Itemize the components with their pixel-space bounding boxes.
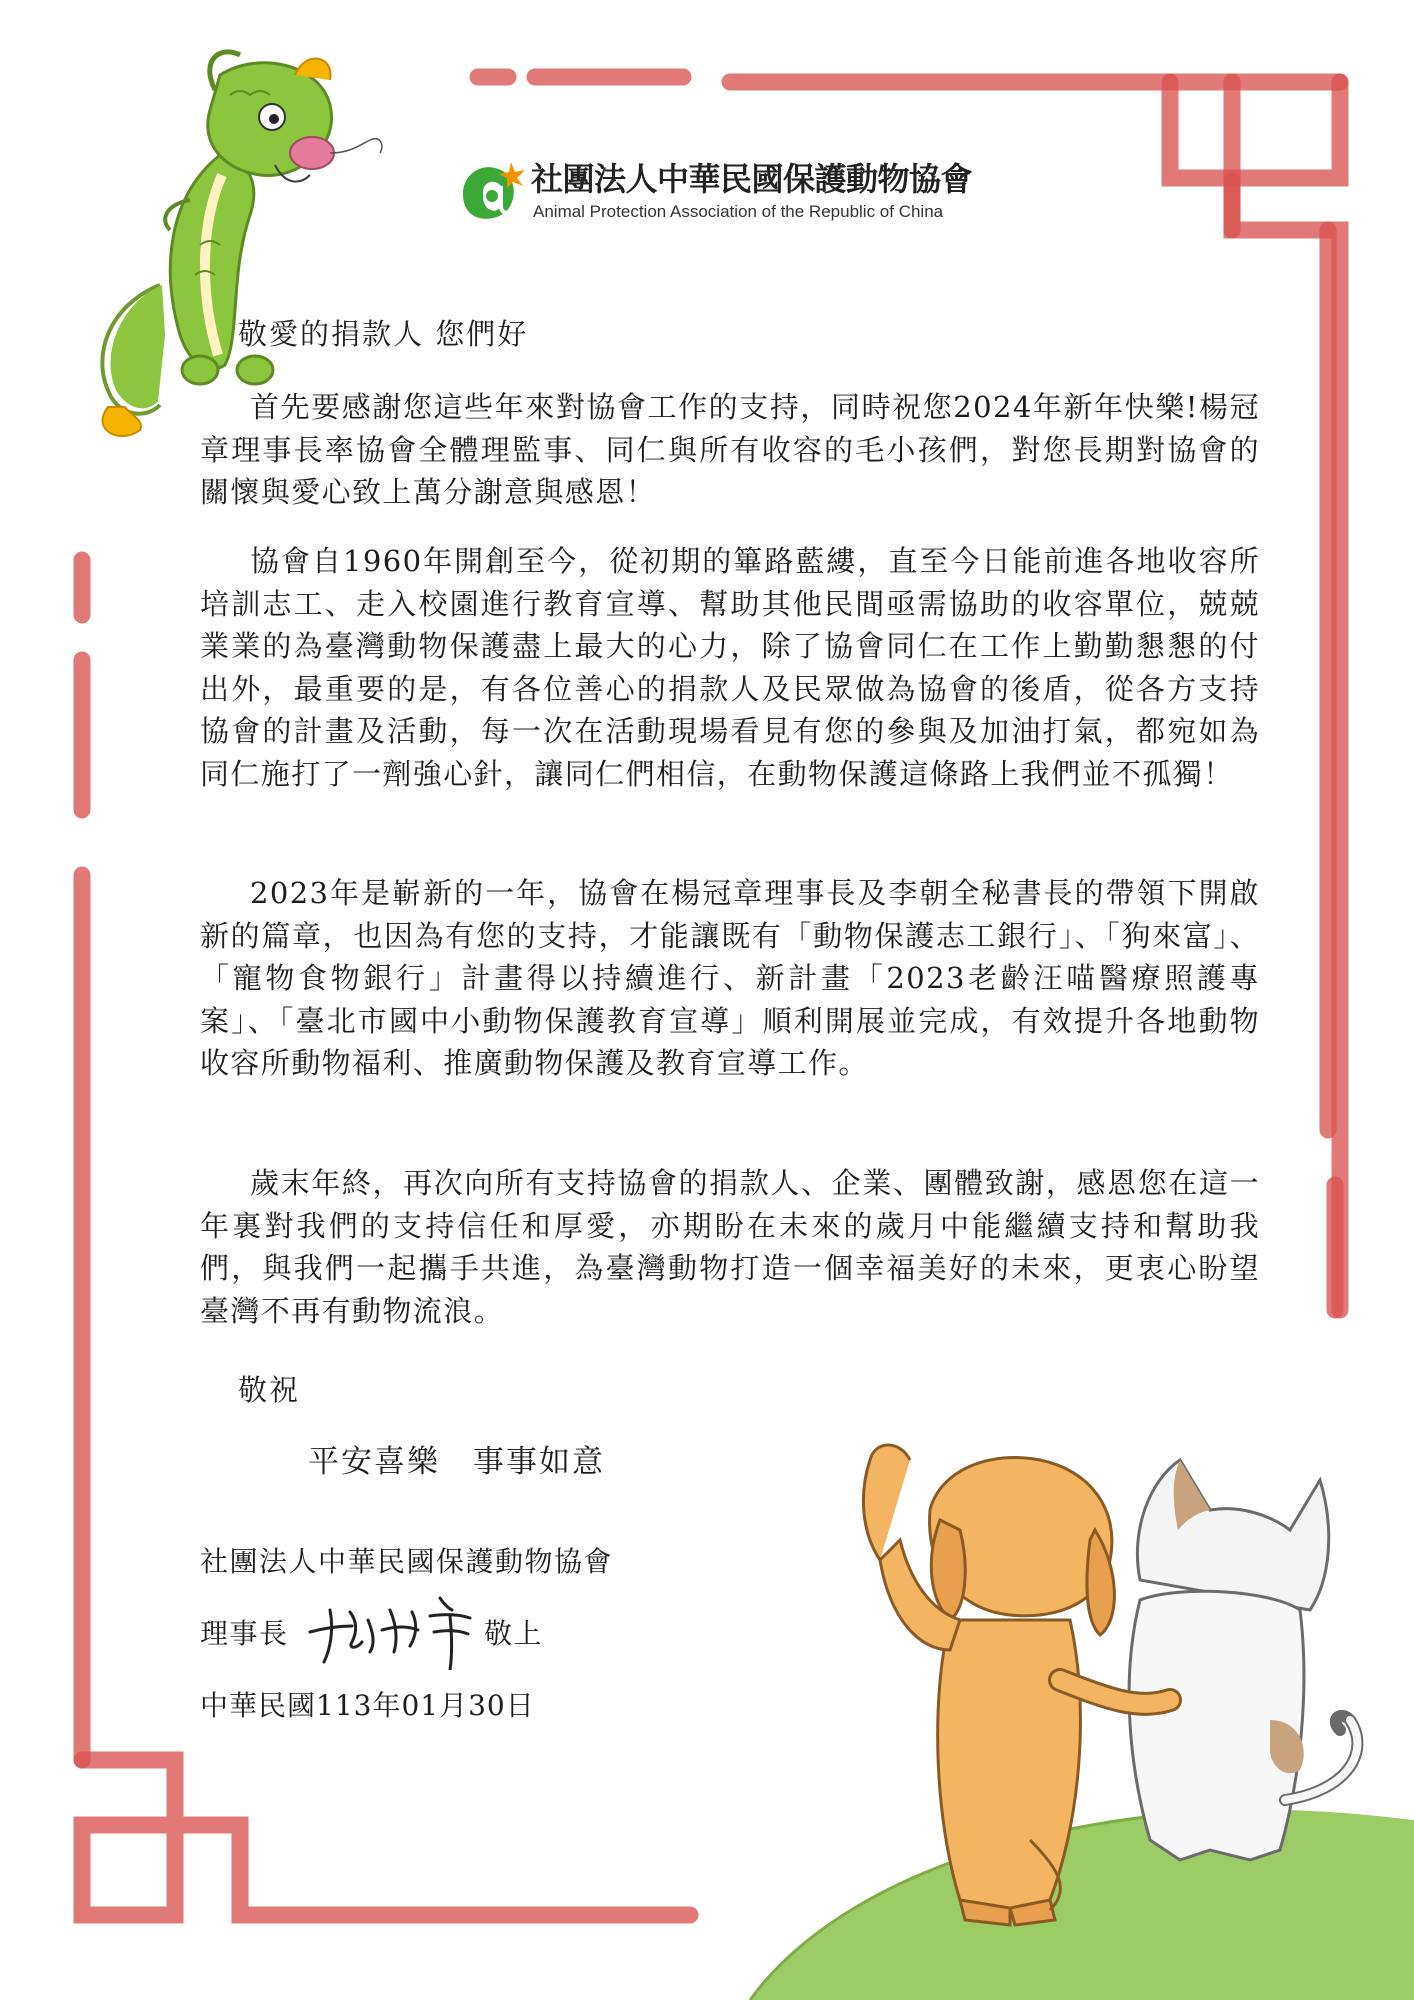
organization-logo	[455, 152, 1015, 232]
logo-org-name-en: Animal Protection Association of the Republic of China	[533, 202, 944, 221]
letter-paragraph-3: 2023年是嶄新的一年，協會在楊冠章理事長及李朝全秘書長的帶領下開啟新的篇章，也因為有您的支持，才能讓既有「動物保護志工銀行」、「狗來富」、「寵物食物銀行」計畫得以持續進行、新計畫「2023老齡汪喵醫療照護專案」、「臺北市國中小動物保護教育宣導」順利開展並完成，有效提升各地動物收容所動物福利、推廣動物保護及教育宣導工作。	[200, 876, 1260, 1080]
chairman-title: 理事長	[200, 1617, 289, 1650]
dog-and-cat-illustration	[710, 1420, 1414, 2000]
letter-paragraph-4: 歲末年終，再次向所有支持協會的捐款人、企業、團體致謝，感恩您在這一年裏對我們的支持信任和厚愛，亦期盼在未來的歲月中能繼續支持和幫助我們，與我們一起攜手共進，為臺灣動物打造一個幸福美好的未來，更衷心盼望臺灣不再有動物流浪。	[200, 1166, 1260, 1328]
signoff-respect: 敬上	[484, 1617, 544, 1650]
dragon-illustration	[50, 35, 390, 445]
letter-date: 中華民國113年01月30日	[200, 1689, 535, 1722]
letter-paragraph-2: 協會自1960年開創至今，從初期的篳路藍縷，直至今日能前進各地收容所培訓志工、走入校園進行教育宣導、幫助其他民間亟需協助的收容單位，兢兢業業的為臺灣動物保護盡上最大的心力，除了協會同仁在工作上勤勤懇懇的付出外，最重要的是，有各位善心的捐款人及民眾做為協會的後盾，從各方支持協會的計畫及活動，每一次在活動現場看見有您的參與及加油打氣，都宛如為同仁施打了一劑強心針，讓同仁們相信，在動物保護這條路上我們並不孤獨！	[200, 544, 1260, 791]
letter-greeting: 敬愛的捐款人 您們好	[238, 317, 529, 351]
closing-salutation: 敬祝	[238, 1373, 301, 1407]
logo-org-name-zh: 社團法人中華民國保護動物協會	[531, 160, 973, 198]
closing-wishes: 平安喜樂 事事如意	[308, 1444, 605, 1480]
signoff-organization: 社團法人中華民國保護動物協會	[200, 1545, 614, 1578]
signature-image	[300, 1590, 490, 1670]
letter-paragraph-1: 首先要感謝您這些年來對協會工作的支持，同時祝您2024年新年快樂!楊冠章理事長率協會全體理監事、同仁與所有收容的毛小孩們，對您長期對協會的關懷與愛心致上萬分謝意與感恩！	[200, 390, 1260, 509]
apa-logo-icon	[455, 156, 533, 226]
